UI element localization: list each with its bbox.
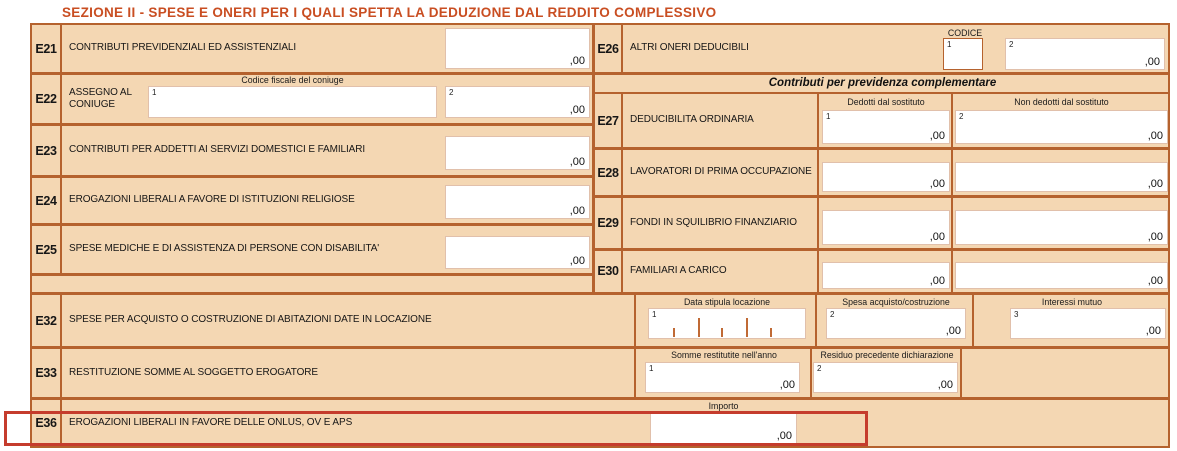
cents-suffix: ,00 bbox=[929, 231, 945, 243]
row-label: CONTRIBUTI PER ADDETTI AI SERVIZI DOMESTICI E FAMILIARI bbox=[69, 144, 366, 156]
field-e28-dedotti[interactable] bbox=[822, 162, 950, 192]
row-e33 bbox=[32, 349, 1170, 397]
date-tick bbox=[721, 328, 723, 337]
row-label: EROGAZIONI LIBERALI IN FAVORE DELLE ONLUS, OV E APS bbox=[69, 416, 353, 428]
column-header-dedotti: Dedotti dal sostituto bbox=[847, 97, 925, 107]
field-e22-amount[interactable] bbox=[445, 86, 590, 118]
row-label: CONTRIBUTI PREVIDENZIALI ED ASSISTENZIALI bbox=[69, 42, 297, 54]
row-code: E24 bbox=[32, 178, 62, 223]
field-e30-non-dedotti[interactable] bbox=[955, 262, 1168, 289]
field-header: Data stipula locazione bbox=[683, 297, 771, 307]
row-e24 bbox=[32, 178, 592, 223]
field-e23-amount[interactable] bbox=[445, 136, 590, 170]
row-code: E25 bbox=[32, 226, 62, 273]
row-label: FAMILIARI A CARICO bbox=[630, 264, 727, 276]
field-e29-dedotti[interactable] bbox=[822, 210, 950, 245]
row-e26 bbox=[595, 25, 1170, 72]
field-e27-non-dedotti[interactable] bbox=[955, 110, 1168, 144]
row-code: E30 bbox=[595, 250, 623, 292]
row-e22 bbox=[32, 75, 592, 123]
column-header-non-dedotti: Non dedotti dal sostituto bbox=[1014, 97, 1109, 107]
row-code: E28 bbox=[595, 150, 623, 195]
field-e32-spesa-acquisto[interactable] bbox=[826, 308, 966, 339]
field-index: 1 bbox=[152, 88, 157, 97]
row-e25 bbox=[32, 226, 592, 273]
cents-suffix: ,00 bbox=[569, 104, 585, 116]
field-index: 1 bbox=[649, 364, 654, 373]
row-code: E21 bbox=[32, 25, 62, 72]
field-header: Residuo precedente dichiarazione bbox=[820, 350, 954, 360]
row-label: SPESE MEDICHE E DI ASSISTENZA DI PERSONE CON DISABILITA' bbox=[69, 243, 380, 255]
row-label: LAVORATORI DI PRIMA OCCUPAZIONE bbox=[630, 166, 812, 178]
field-e33-somme-restituite[interactable] bbox=[645, 362, 800, 393]
field-index: 2 bbox=[959, 112, 964, 121]
cents-suffix: ,00 bbox=[776, 430, 792, 442]
cents-suffix: ,00 bbox=[569, 255, 585, 267]
cents-suffix: ,00 bbox=[569, 156, 585, 168]
cents-suffix: ,00 bbox=[779, 379, 795, 391]
date-tick bbox=[673, 328, 675, 337]
field-e22-codice-fiscale[interactable] bbox=[148, 86, 437, 118]
divider-line bbox=[30, 273, 594, 276]
row-code: E33 bbox=[32, 349, 62, 397]
row-e29 bbox=[595, 198, 1170, 248]
cents-suffix: ,00 bbox=[1147, 130, 1163, 142]
date-tick bbox=[746, 318, 748, 337]
date-tick bbox=[770, 328, 772, 337]
row-e27 bbox=[595, 94, 1170, 147]
row-e23 bbox=[32, 126, 592, 175]
row-code: E22 bbox=[32, 75, 62, 123]
field-index: 1 bbox=[652, 310, 657, 319]
field-index: 2 bbox=[449, 88, 454, 97]
cents-suffix: ,00 bbox=[1147, 275, 1163, 287]
field-e30-dedotti[interactable] bbox=[822, 262, 950, 289]
row-label: RESTITUZIONE SOMME AL SOGGETTO EROGATORE bbox=[69, 366, 318, 378]
field-e28-non-dedotti[interactable] bbox=[955, 162, 1168, 192]
row-label: ASSEGNO AL CONIUGE bbox=[69, 86, 132, 110]
row-label: SPESE PER ACQUISTO O COSTRUZIONE DI ABITAZIONI DATE IN LOCAZIONE bbox=[69, 314, 432, 326]
field-e26-amount[interactable] bbox=[1005, 38, 1165, 70]
field-index: 2 bbox=[817, 364, 822, 373]
date-tick bbox=[698, 318, 700, 337]
cents-suffix: ,00 bbox=[1145, 325, 1161, 337]
cents-suffix: ,00 bbox=[929, 178, 945, 190]
row-code: E26 bbox=[595, 25, 623, 72]
subsection-header: Contributi per previdenza complementare bbox=[768, 77, 997, 89]
field-header: CODICE bbox=[947, 28, 983, 38]
cents-suffix: ,00 bbox=[569, 55, 585, 67]
field-header: Importo bbox=[708, 401, 739, 411]
field-index: 1 bbox=[826, 112, 831, 121]
row-label: DEDUCIBILITA ORDINARIA bbox=[630, 114, 754, 126]
section-title: SEZIONE II - SPESE E ONERI PER I QUALI SPETTA LA DEDUZIONE DAL REDDITO COMPLESSIVO bbox=[62, 5, 717, 20]
field-header: Interessi mutuo bbox=[1041, 297, 1103, 307]
field-e26-codice[interactable] bbox=[943, 38, 983, 70]
row-code: E23 bbox=[32, 126, 62, 175]
highlight-box-e36 bbox=[4, 411, 868, 446]
field-e24-amount[interactable] bbox=[445, 185, 590, 219]
cents-suffix: ,00 bbox=[929, 275, 945, 287]
field-e27-dedotti[interactable] bbox=[822, 110, 950, 144]
row-code: E36 bbox=[32, 400, 62, 446]
field-index: 2 bbox=[830, 310, 835, 319]
field-e33-residuo-precedente[interactable] bbox=[813, 362, 958, 393]
field-e32-data-stipula[interactable] bbox=[648, 308, 806, 339]
row-e30 bbox=[595, 250, 1170, 292]
cents-suffix: ,00 bbox=[1147, 231, 1163, 243]
cents-suffix: ,00 bbox=[929, 130, 945, 142]
field-e25-amount[interactable] bbox=[445, 236, 590, 269]
field-e29-non-dedotti[interactable] bbox=[955, 210, 1168, 245]
field-index: 3 bbox=[1014, 310, 1019, 319]
field-index: 1 bbox=[947, 40, 952, 49]
row-label: EROGAZIONI LIBERALI A FAVORE DI ISTITUZIONI RELIGIOSE bbox=[69, 194, 355, 206]
row-label: ALTRI ONERI DEDUCIBILI bbox=[630, 42, 749, 54]
row-code: E29 bbox=[595, 198, 623, 248]
field-e21-amount[interactable] bbox=[445, 28, 590, 69]
field-header: Somme restitutite nell'anno bbox=[671, 350, 777, 360]
field-e32-interessi-mutuo[interactable] bbox=[1010, 308, 1166, 339]
field-header: Spesa acquisto/costruzione bbox=[842, 297, 950, 307]
cents-suffix: ,00 bbox=[937, 379, 953, 391]
row-e28 bbox=[595, 150, 1170, 195]
row-code: E27 bbox=[595, 94, 623, 147]
field-index: 2 bbox=[1009, 40, 1014, 49]
cents-suffix: ,00 bbox=[1144, 56, 1160, 68]
cents-suffix: ,00 bbox=[945, 325, 961, 337]
row-e32 bbox=[32, 295, 1170, 346]
cents-suffix: ,00 bbox=[1147, 178, 1163, 190]
row-label: FONDI IN SQUILIBRIO FINANZIARIO bbox=[630, 216, 797, 228]
row-e21 bbox=[32, 25, 592, 72]
row-code: E32 bbox=[32, 295, 62, 346]
field-header: Codice fiscale del coniuge bbox=[241, 75, 344, 85]
cents-suffix: ,00 bbox=[569, 205, 585, 217]
